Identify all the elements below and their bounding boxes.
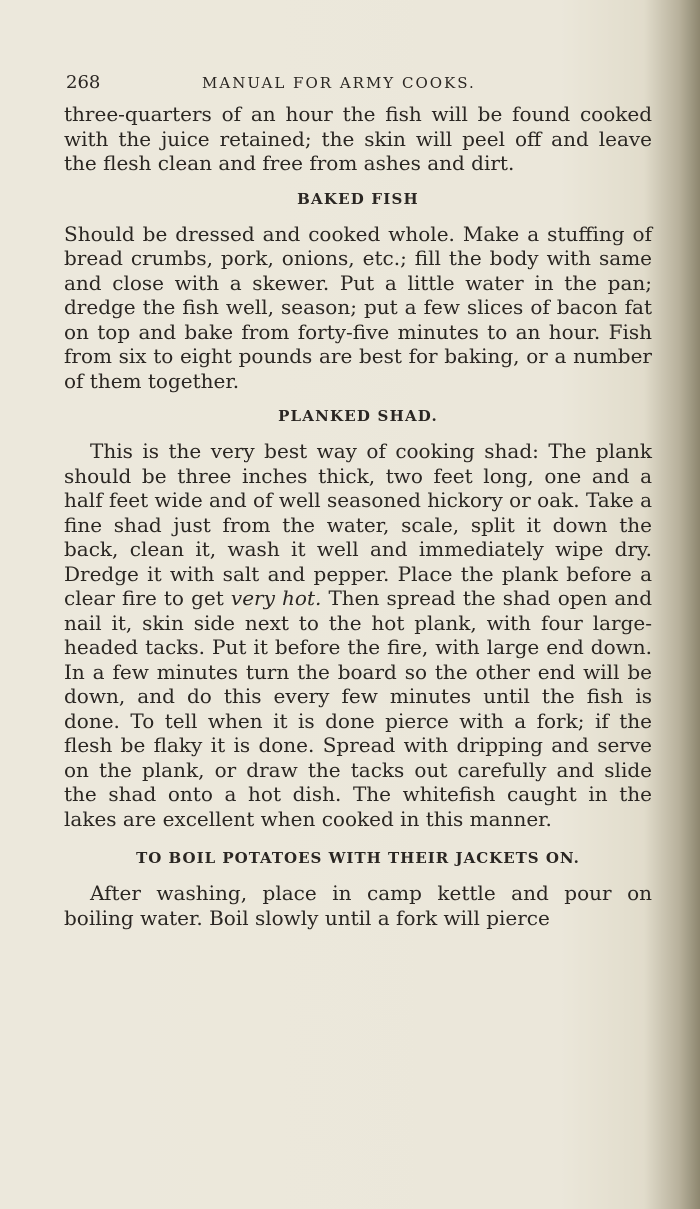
page-number: 268 [66, 72, 101, 93]
planked-shad-emphasis: very hot. [230, 586, 322, 610]
running-head [64, 66, 652, 102]
boil-potatoes-paragraph: After washing, place in camp kettle and pour on boiling water. Boil slowly until a fork will pierce [64, 881, 652, 930]
planked-shad-text-part2: Then spread the shad open and nail it, skin side next to the hot plank, with four large-headed tacks. Put it before the fire, with large end down. In a few minutes turn the board so the other end will be down, and do this every few minutes until the fish is done. To tell when it is done pierce with a fork; if the flesh be flaky it is done. Spread with dripping and serve on the plank, or draw the tacks out carefully and slide the shad onto a hot dish. The whitefish caught in the lakes are excellent when cooked in this manner. [64, 586, 652, 831]
planked-shad-paragraph [64, 439, 652, 831]
baked-fish-paragraph: Should be dressed and cooked whole. Make a stuffing of bread crumbs, pork, onions, etc.; fill the body with same and close with a skewer. Put a little water in the pan; dredge the fish well, season; put a few slices of bacon fat on top and bake from forty-five minutes to an hour. Fish from six to eight pounds are best for baking, or a number of them together. [64, 221, 652, 393]
section-heading-planked-shad: PLANKED SHAD. [278, 407, 438, 425]
running-title: MANUAL FOR ARMY COOKS. [202, 74, 476, 92]
planked-shad-text-part1: This is the very best way of cooking shad: The plank should be three inches thick, two feet long, one and a half feet wide and of well seasoned hickory or oak. Take a fine shad just from the water, scale, split it down the back, clean it, wash it well and immediately wipe dry. Dredge it with salt and pepper. Place the plank before a clear fire to get [64, 439, 652, 610]
section-heading-baked-fish: BAKED FISH [297, 189, 419, 208]
page-text-block [64, 66, 652, 930]
section-heading-boil-potatoes: TO BOIL POTATOES WITH THEIR JACKETS ON. [136, 849, 580, 867]
continuation-paragraph: three-quarters of an hour the fish will be found cooked with the juice retained; the skin will peel off and leave the flesh clean and free from ashes and dirt. [64, 102, 652, 175]
